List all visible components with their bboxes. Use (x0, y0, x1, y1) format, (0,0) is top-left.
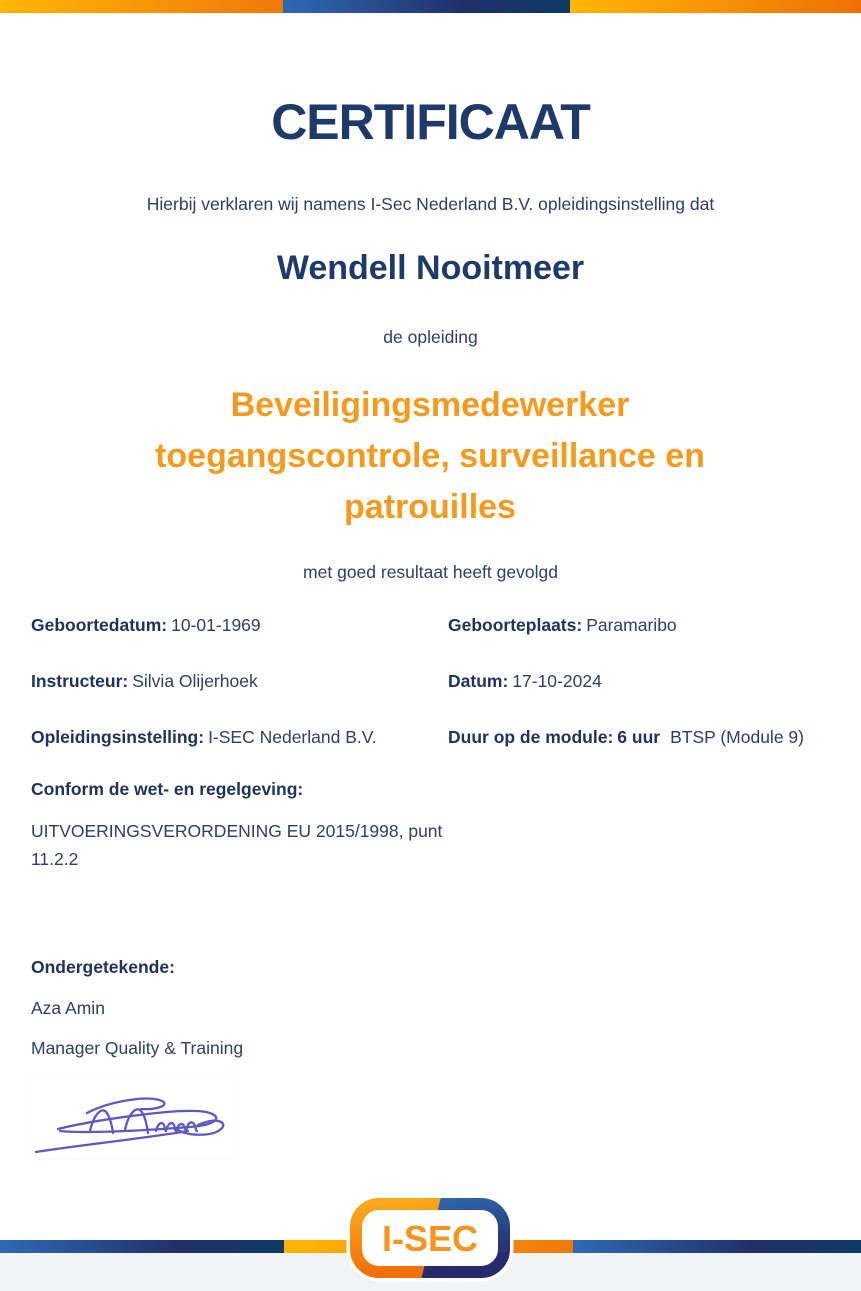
course-title: Beveiligingsmedewerker toegangscontrole, surveillance en patrouilles (155, 386, 705, 526)
field-label: Geboortedatum: (31, 615, 168, 635)
field-opleidingsinstelling (31, 724, 377, 750)
field-label: Opleidingsinstelling: (31, 727, 205, 747)
field-value: Silvia Olijerhoek (132, 671, 258, 691)
top-bar-orange-right (570, 0, 861, 13)
regulation-text: UITVOERINGSVERORDENING EU 2015/1998, punt 11.2.2 (31, 821, 443, 869)
signer-name: Aza Amin (31, 998, 105, 1018)
regulation-label: Conform de wet- en regelgeving: (31, 779, 304, 799)
pre-course-label: de opleiding (383, 327, 478, 347)
certificate-title: CERTIFICAAT (271, 94, 590, 150)
intro-text: Hierbij verklaren wij namens I-Sec Nederland B.V. opleidingsinstelling dat (146, 194, 715, 214)
field-value: Paramaribo (586, 615, 677, 635)
field-geboortedatum (31, 612, 261, 638)
field-datum (448, 668, 602, 694)
isec-logo (340, 1192, 520, 1284)
field-value: 10-01-1969 (171, 615, 261, 635)
signer-label: Ondergetekende: (31, 957, 175, 977)
field-label: Instructeur: (31, 671, 129, 691)
field-value: I-SEC Nederland B.V. (208, 727, 377, 747)
logo-text: I-SEC (381, 1218, 479, 1259)
field-value: 17-10-2024 (512, 671, 602, 691)
top-bar-orange-left (0, 0, 283, 13)
field-value-bold: 6 uur (617, 727, 661, 747)
recipient-name: Wendell Nooitmeer (276, 249, 585, 287)
field-geboorteplaats (448, 612, 677, 638)
field-label: Geboorteplaats: (448, 615, 583, 635)
top-accent-bar (0, 0, 861, 13)
top-bar-blue-middle (283, 0, 570, 13)
signature-image (30, 1079, 236, 1159)
field-label: Datum: (448, 671, 509, 691)
field-instructeur (31, 668, 258, 694)
signer-role: Manager Quality & Training (31, 1038, 244, 1058)
result-text: met goed resultaat heeft gevolgd (303, 562, 558, 582)
field-value-extra: BTSP (Module 9) (670, 727, 804, 747)
signature-box (30, 1079, 236, 1159)
field-label: Duur op de module: (448, 727, 614, 747)
bottom-bar-blue-right (573, 1240, 861, 1253)
bottom-bar-blue-left (0, 1240, 284, 1253)
field-duur-module (448, 724, 804, 750)
